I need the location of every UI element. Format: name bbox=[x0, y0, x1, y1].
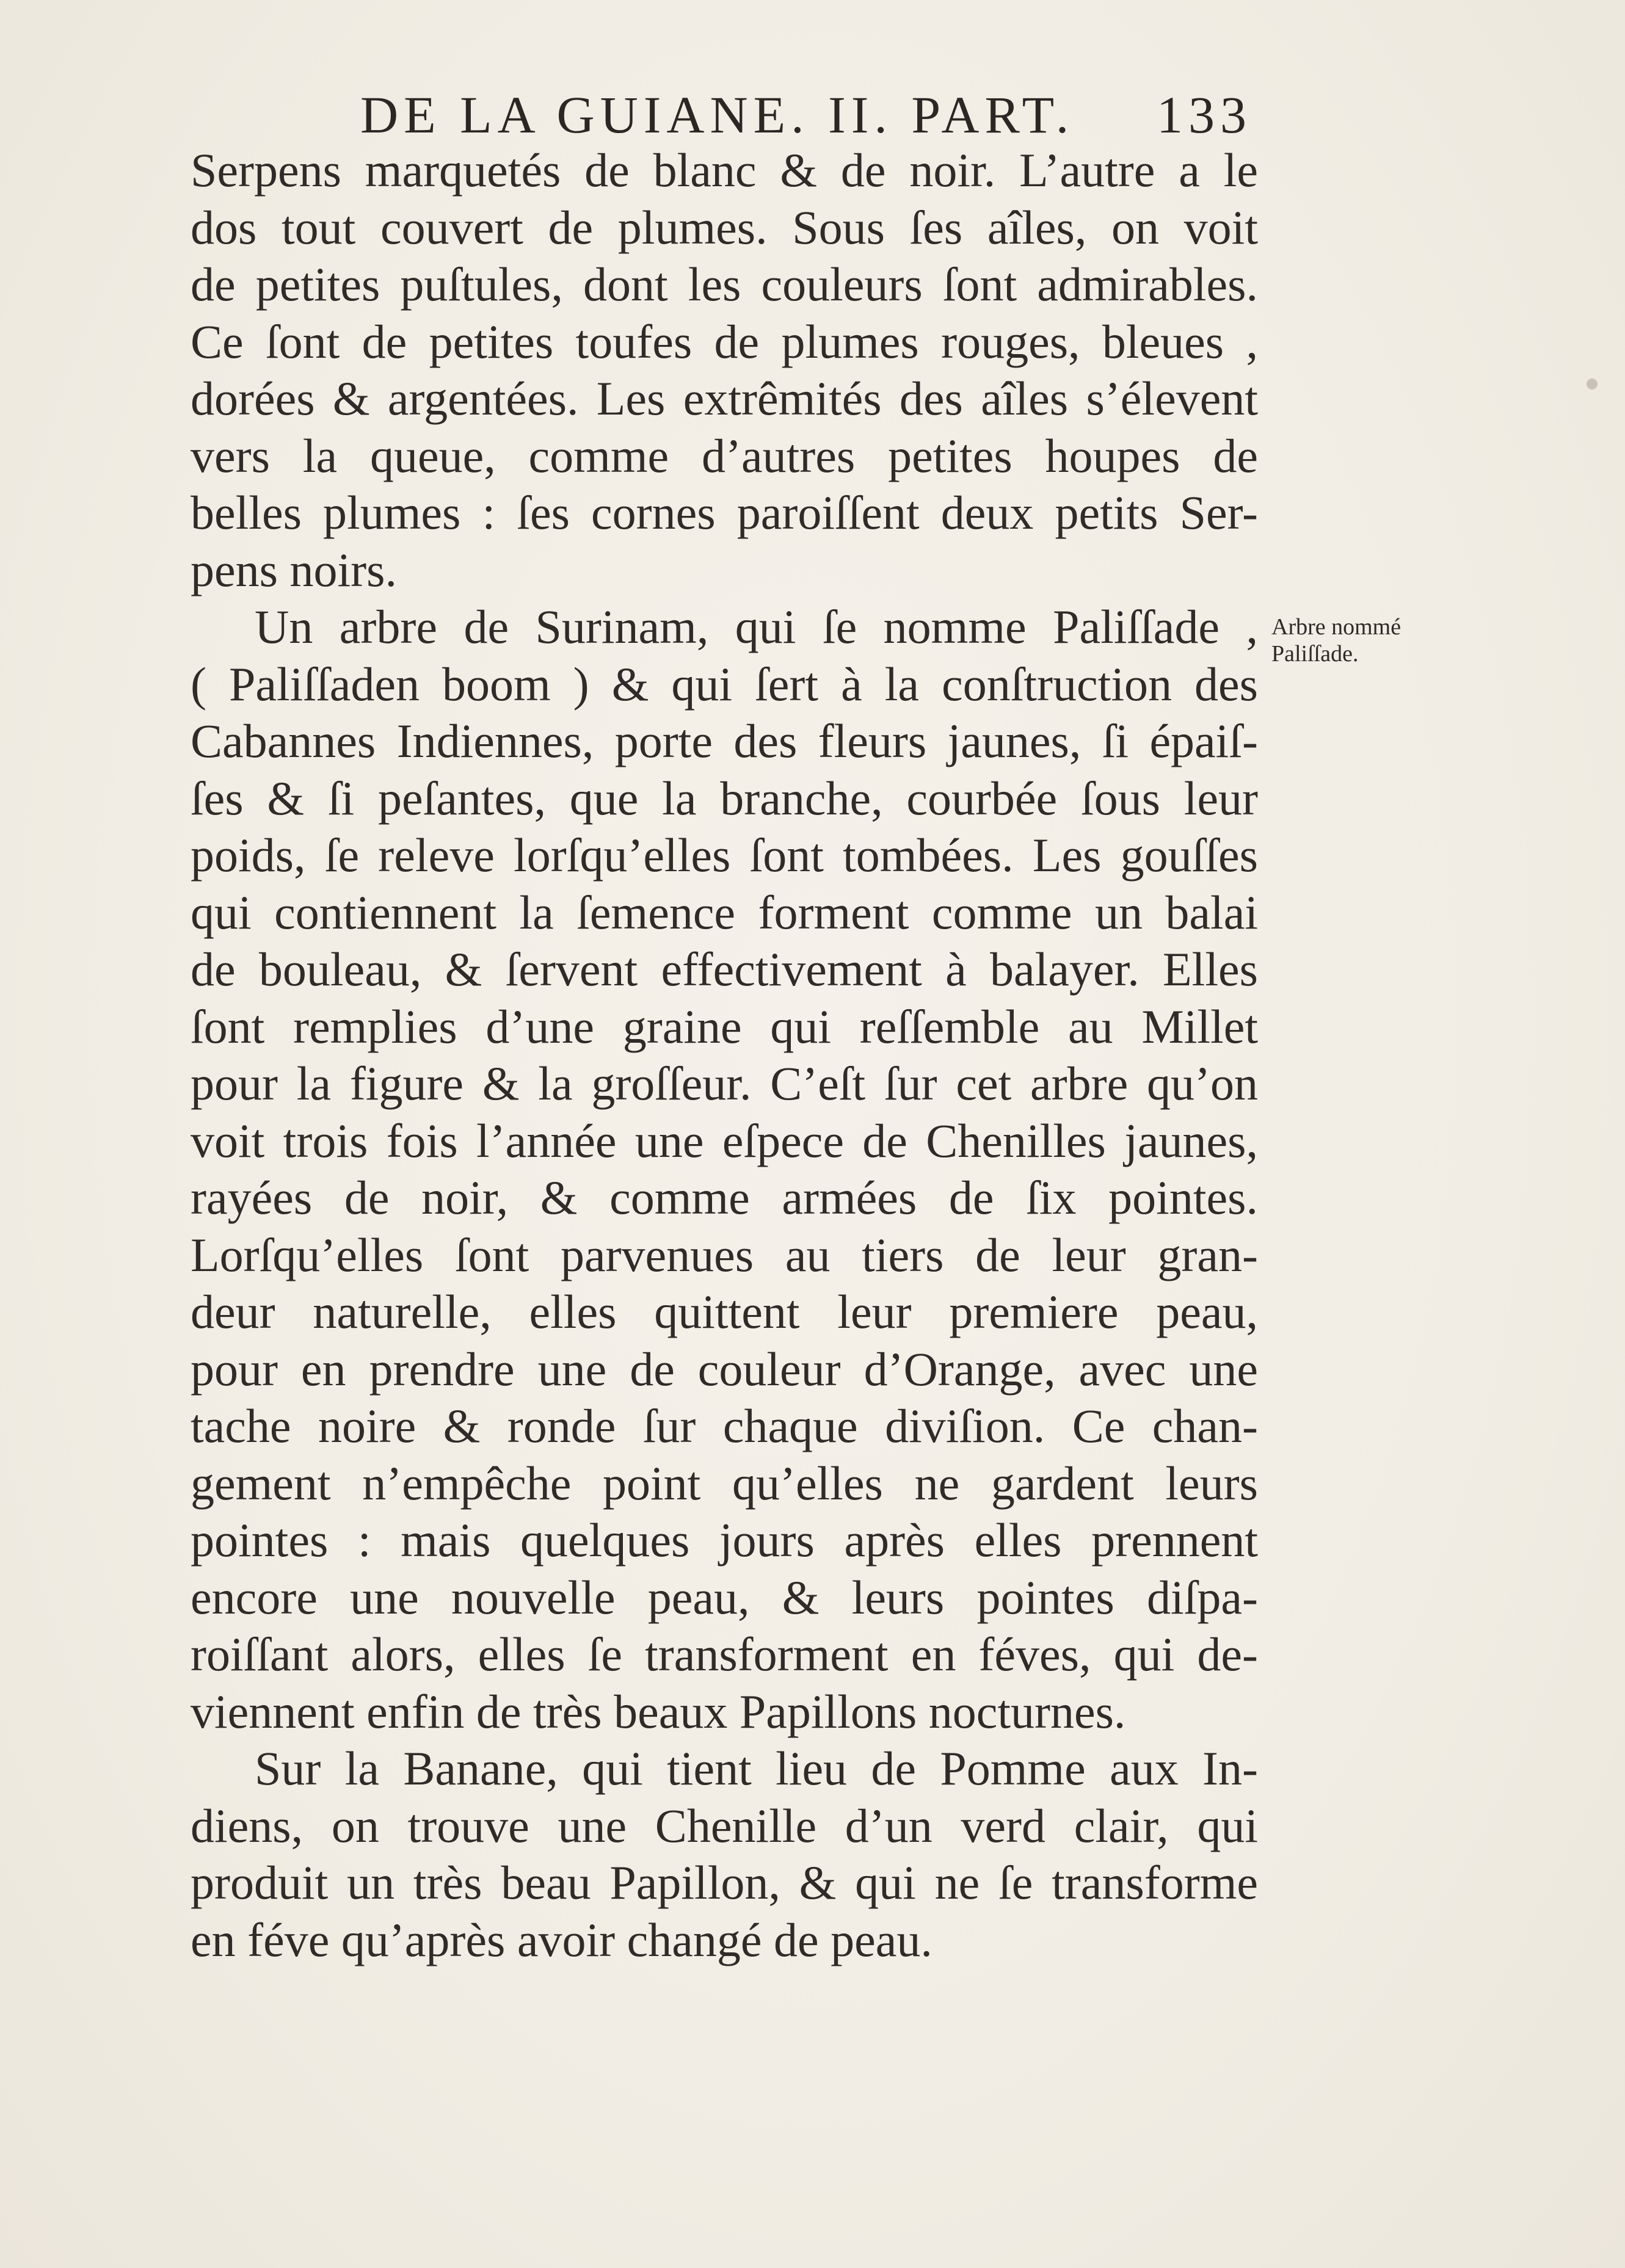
text-line: Un arbre de Surinam, qui ſe nomme Paliſſade , bbox=[255, 600, 1258, 653]
text-line: voit trois fois l’année une eſpece de Chenilles jaunes, bbox=[191, 1114, 1258, 1167]
text-line: belles plumes : ſes cornes paroiſſent deux petits Ser- bbox=[191, 486, 1258, 539]
paragraph-2 bbox=[191, 598, 1258, 1740]
text-line: pens noirs. bbox=[191, 543, 397, 596]
text-line: dorées & argentées. Les extrêmités des aîles s’élevent bbox=[191, 372, 1258, 425]
text-line: viennent enfin de très beaux Papillons nocturnes. bbox=[191, 1684, 1126, 1738]
text-line: Serpens marquetés de blanc & de noir. L’autre a le bbox=[191, 143, 1258, 197]
text-line: vers la queue, comme d’autres petites houpes de bbox=[191, 429, 1258, 482]
text-line: Lorſqu’elles ſont parvenues au tiers de leur gran- bbox=[191, 1228, 1258, 1281]
text-line: poids, ſe releve lorſqu’elles ſont tombées. Les gouſſes bbox=[191, 828, 1258, 882]
text-line: diens, on trouve une Chenille d’un verd clair, qui bbox=[191, 1799, 1258, 1852]
paragraph-1 bbox=[191, 142, 1258, 598]
margin-note-line: Arbre nommé bbox=[1271, 614, 1401, 640]
margin-note bbox=[1271, 614, 1455, 667]
text-line: pointes : mais quelques jours après elles prennent bbox=[191, 1513, 1258, 1567]
text-line: ſes & ſi peſantes, que la branche, courbée ſous leur bbox=[191, 771, 1258, 825]
text-line: dos tout couvert de plumes. Sous ſes aîles, on voit bbox=[191, 200, 1258, 254]
running-title: DE LA GUIANE. II. PART. bbox=[360, 85, 1075, 144]
text-line: rayées de noir, & comme armées de ſix pointes. bbox=[191, 1171, 1258, 1224]
text-line: de bouleau, & ſervent effectivement à balayer. Elles bbox=[191, 943, 1258, 996]
body-text bbox=[191, 142, 1258, 1968]
text-line: pour la figure & la groſſeur. C’eſt ſur cet arbre qu’on bbox=[191, 1057, 1258, 1110]
text-line: tache noire & ronde ſur chaque diviſion. Ce chan- bbox=[191, 1399, 1258, 1452]
margin-note-line: Paliſſade. bbox=[1271, 641, 1359, 667]
text-line: pour en prendre une de couleur d’Orange, avec une bbox=[191, 1342, 1258, 1396]
text-line: encore une nouvelle peau, & leurs pointes diſpa- bbox=[191, 1570, 1258, 1624]
text-line: Ce ſont de petites toufes de plumes rouges, bleues , bbox=[191, 314, 1258, 368]
paragraph-3 bbox=[191, 1740, 1258, 1968]
text-line: Cabannes Indiennes, porte des fleurs jaunes, ſi épaiſ- bbox=[191, 714, 1258, 767]
text-line: gement n’empêche point qu’elles ne gardent leurs bbox=[191, 1456, 1258, 1510]
text-line: Sur la Banane, qui tient lieu de Pomme aux In- bbox=[255, 1742, 1258, 1795]
text-line: qui contiennent la ſemence forment comme un balai bbox=[191, 885, 1258, 939]
text-line: ſont remplies d’une graine qui reſſemble au Millet bbox=[191, 999, 1258, 1053]
page-number: 133 bbox=[1157, 85, 1252, 144]
text-line: en féve qu’après avoir changé de peau. bbox=[191, 1913, 932, 1966]
text-line: produit un très beau Papillon, & qui ne ſe transforme bbox=[191, 1856, 1258, 1909]
paper-speck bbox=[1587, 379, 1598, 389]
text-line: roiſſant alors, elles ſe transforment en féves, qui de- bbox=[191, 1628, 1258, 1681]
text-line: ( Paliſſaden boom ) & qui ſert à la conſtruction des bbox=[191, 657, 1258, 711]
text-line: deur naturelle, elles quittent leur premiere peau, bbox=[191, 1285, 1258, 1338]
text-line: de petites puſtules, dont les couleurs ſont admirables. bbox=[191, 258, 1258, 311]
